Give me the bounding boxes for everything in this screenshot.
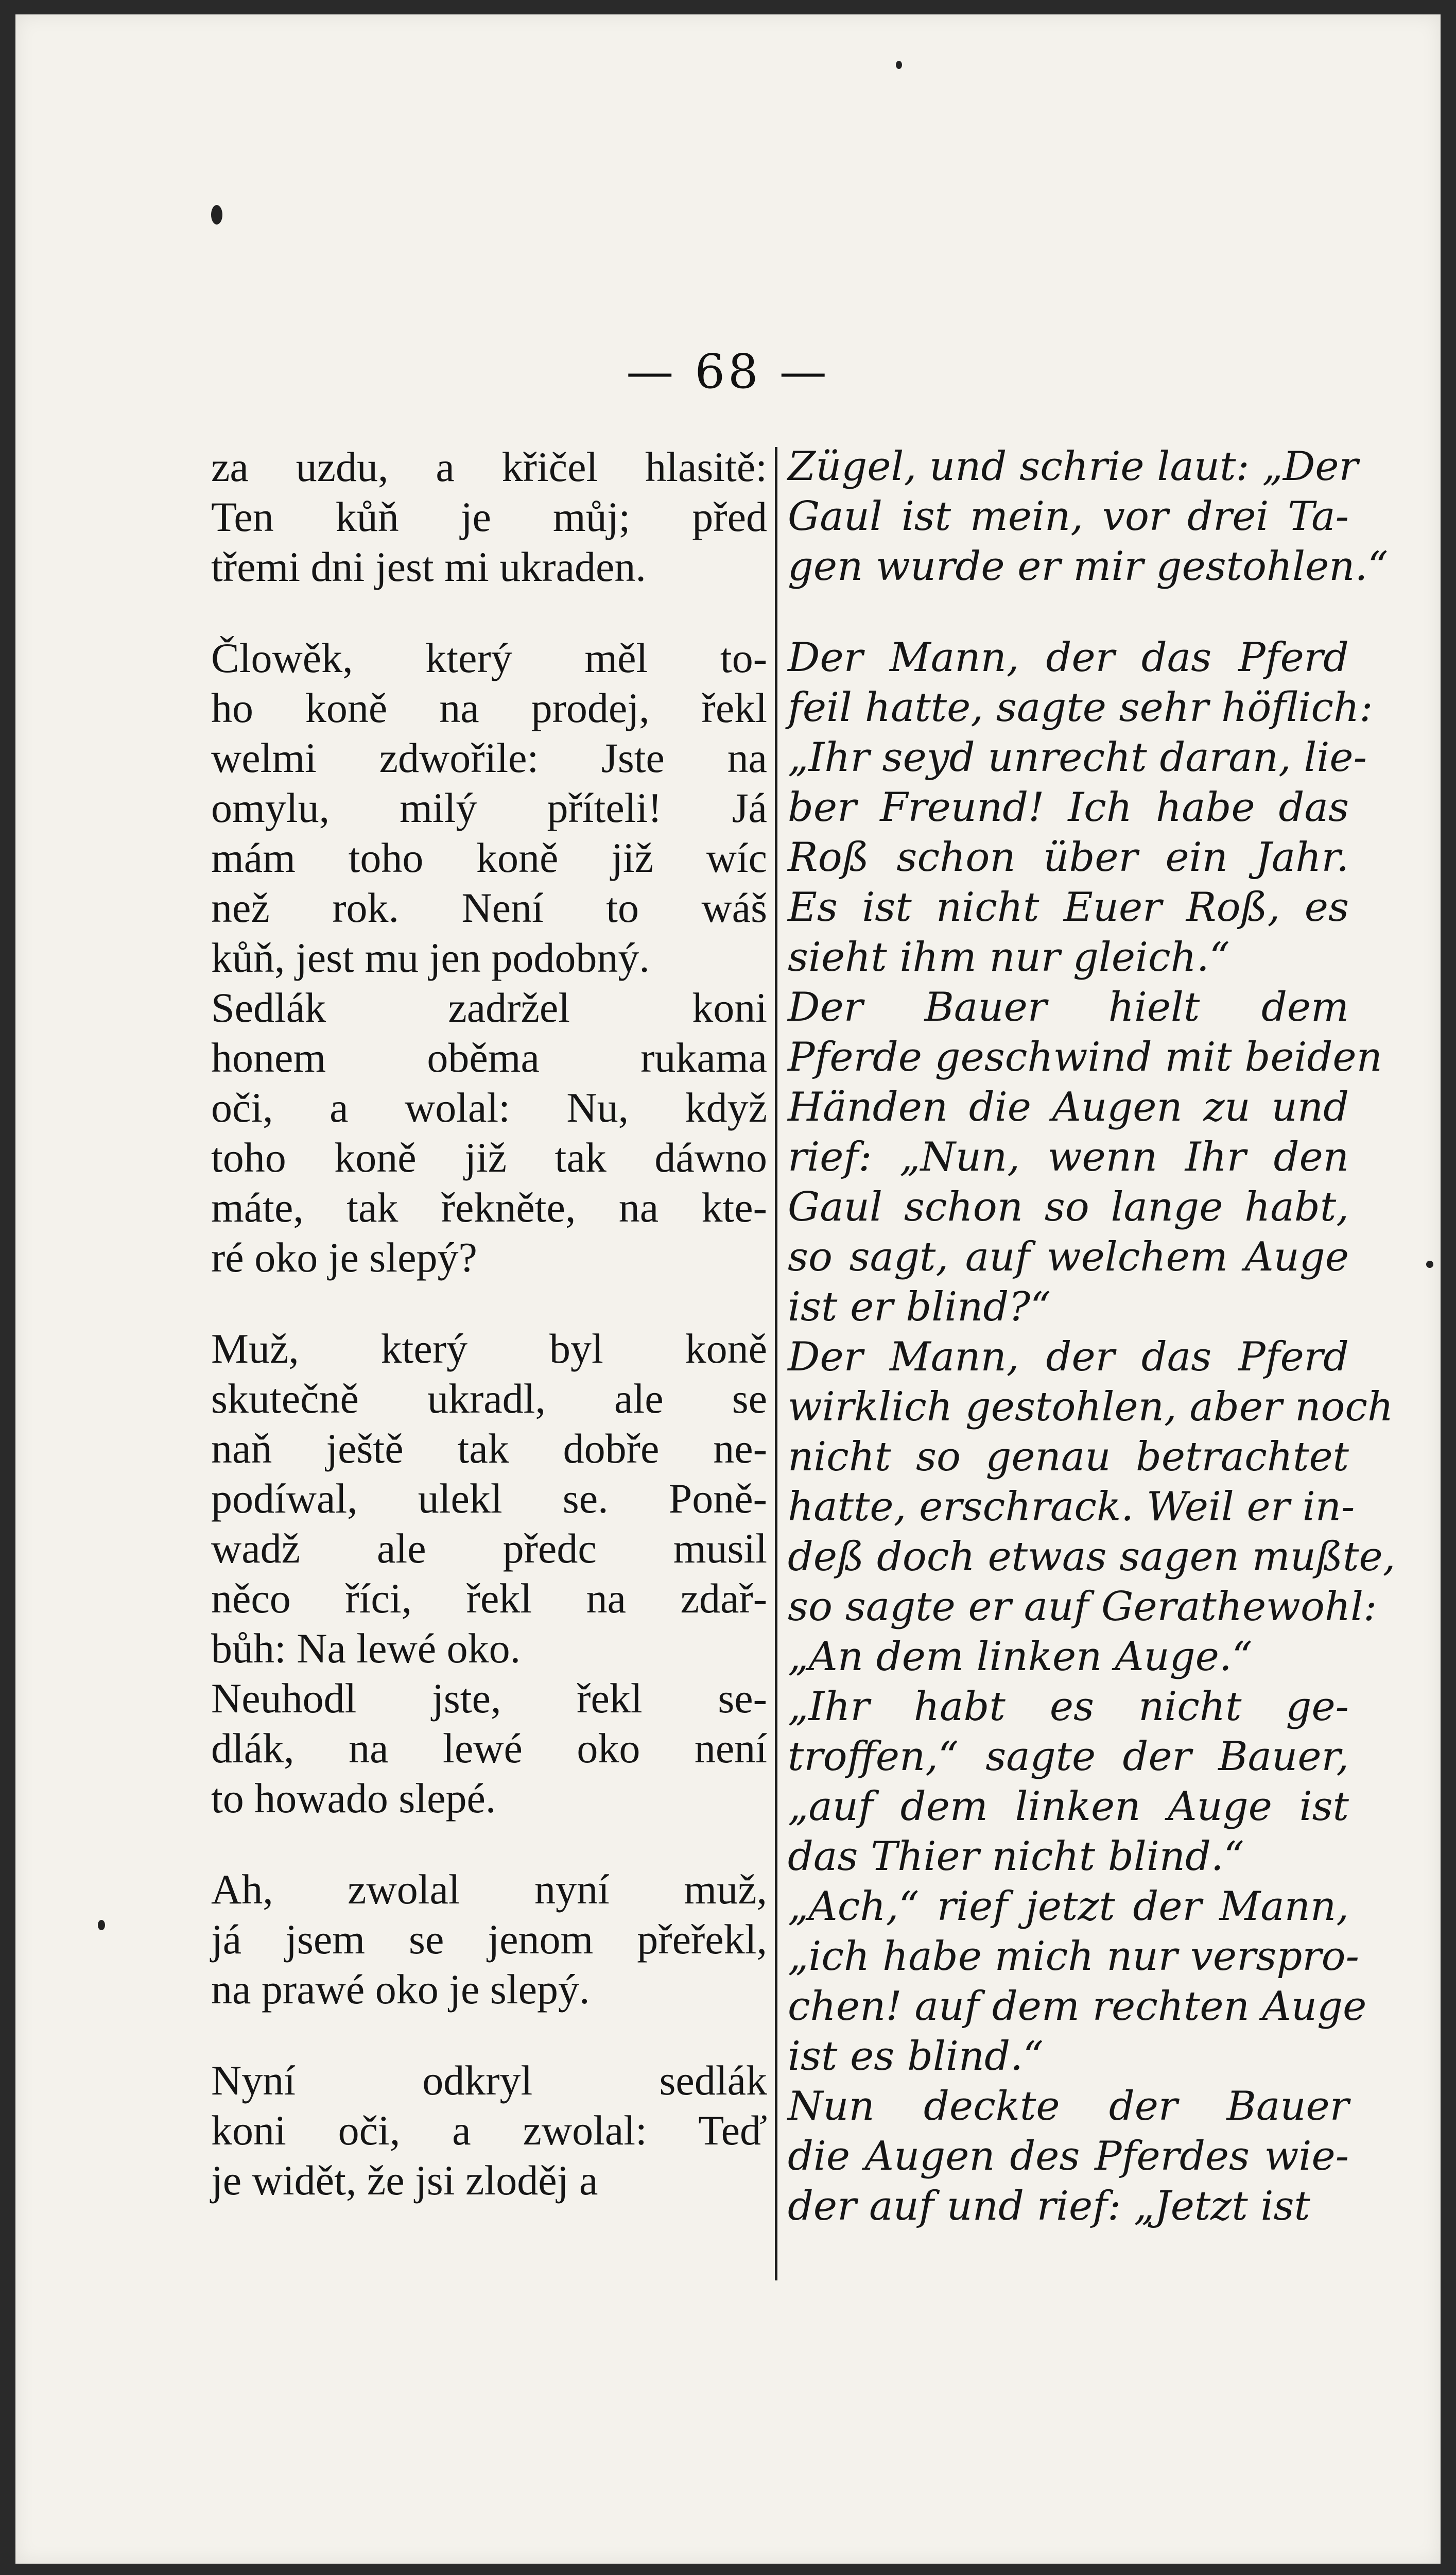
czech-text-line: máte, tak řekněte, na kte- [211, 1184, 767, 1231]
czech-text-line: koni oči, a zwolal: Teď [211, 2107, 767, 2154]
czech-text-line: oči, a wolal: Nu, když [211, 1084, 767, 1131]
german-text-line: Gaul schon so lange habt, [788, 1184, 1349, 1230]
czech-text-line: než rok. Není to wáš [211, 884, 767, 931]
german-text-line: „An dem linken Auge.“ [788, 1634, 1253, 1680]
czech-text-line: skutečně ukradl, ale se [211, 1375, 767, 1422]
german-text-line: Der Mann, der das Pferd [788, 634, 1349, 681]
paragraph-gap [211, 2014, 767, 2055]
german-text-line: so sagt, auf welchem Auge [788, 1234, 1349, 1280]
german-text-line: hatte, erschrack. Weil er in- [788, 1484, 1355, 1530]
paragraph-gap [211, 592, 767, 633]
german-text-line: „Ihr habt es nicht ge- [788, 1684, 1349, 1730]
ink-speck [896, 61, 902, 69]
german-text-line: Pferde geschwind mit beiden [788, 1034, 1382, 1080]
czech-text-line: Neuhodl jste, řekl se- [211, 1675, 767, 1722]
german-text-line: die Augen des Pferdes wie- [788, 2133, 1349, 2179]
czech-text-line: ho koně na prodej, řekl [211, 684, 767, 731]
czech-text-line: na prawé oko je slepý. [211, 1966, 590, 2013]
german-column [788, 442, 1396, 2231]
german-text-line: Händen die Augen zu und [788, 1084, 1349, 1130]
german-paragraph [788, 633, 1373, 983]
german-paragraph [788, 1682, 1349, 1882]
column-divider [775, 447, 777, 2280]
german-text-line: Nun deckte der Bauer [788, 2083, 1349, 2130]
german-text-line: Roß schon über ein Jahr. [788, 834, 1349, 881]
german-text-line: ist er blind?“ [788, 1284, 1051, 1330]
czech-text-line: honem oběma rukama [211, 1034, 767, 1081]
paragraph-gap [211, 1823, 767, 1864]
german-text-line: feil hatte, sagte sehr höflich: [788, 684, 1373, 731]
czech-paragraph [211, 1864, 767, 2014]
german-text-line: so sagte er auf Gerathewohl: [788, 1584, 1377, 1630]
czech-text-line: welmi zdwořile: Jste na [211, 734, 767, 781]
paragraph-gap [211, 1282, 767, 1324]
czech-text-line: dlák, na lewé oko není [211, 1725, 767, 1772]
book-page [15, 14, 1441, 2564]
czech-text-line: třemi dni jest mi ukraden. [211, 543, 646, 590]
czech-text-line: Ah, zwolal nyní muž, [211, 1866, 767, 1913]
german-text-line: wirklich gestohlen, aber noch [788, 1384, 1394, 1430]
czech-column [211, 442, 767, 2205]
paragraph-gap [788, 592, 1349, 633]
german-text-line: ist es blind.“ [788, 2033, 1044, 2080]
german-text-line: Es ist nicht Euer Roß, es [788, 884, 1349, 931]
german-text-line: der auf und rief: „Jetzt ist [788, 2183, 1310, 2229]
czech-text-line: ré oko je slepý? [211, 1234, 477, 1281]
german-text-line: „ich habe mich nur verspro- [788, 1933, 1359, 1980]
page-number: — 68 — [626, 344, 830, 399]
german-text-line: „Ihr seyd unrecht daran, lie- [788, 734, 1367, 781]
german-paragraph [788, 2082, 1349, 2231]
german-text-line: Zügel, und schrie laut: „Der [788, 443, 1358, 490]
czech-text-line: mám toho koně již wíc [211, 834, 767, 881]
german-paragraph [788, 983, 1382, 1332]
german-text-line: ber Freund! Ich habe das [788, 784, 1349, 831]
czech-text-line: Člowěk, který měl to- [211, 634, 767, 681]
german-text-line: Der Bauer hielt dem [788, 984, 1349, 1031]
german-text-line: „Ach,“ rief jetzt der Mann, [788, 1883, 1349, 1930]
czech-paragraph [211, 1324, 767, 1673]
czech-text-line: to howado slepé. [211, 1775, 496, 1822]
czech-text-line: já jsem se jenom přeřekl, [211, 1916, 767, 1963]
czech-text-line: toho koně již tak dáwno [211, 1134, 767, 1181]
czech-text-line: bůh: Na lewé oko. [211, 1625, 521, 1672]
german-text-line: Gaul ist mein, vor drei Ta- [788, 493, 1349, 540]
czech-text-line: Muž, který byl koně [211, 1325, 767, 1372]
german-text-line: rief: „Nun, wenn Ihr den [788, 1134, 1349, 1180]
german-text-line: Der Mann, der das Pferd [788, 1334, 1349, 1380]
german-paragraph [788, 1332, 1396, 1682]
czech-text-line: za uzdu, a křičel hlasitě: [211, 443, 767, 490]
czech-paragraph [211, 2055, 767, 2205]
german-text-line: das Thier nicht blind.“ [788, 1833, 1244, 1880]
czech-paragraph [211, 1673, 767, 1823]
czech-text-line: wadž ale předc musil [211, 1525, 767, 1572]
czech-text-line: naň ještě tak dobře ne- [211, 1425, 767, 1472]
ink-speck [1426, 1261, 1433, 1268]
german-text-line: „auf dem linken Auge ist [788, 1783, 1349, 1830]
czech-paragraph [211, 983, 767, 1282]
czech-text-line: kůň, jest mu jen podobný. [211, 934, 650, 981]
czech-text-line: Sedlák zadržel koni [211, 984, 767, 1031]
czech-text-line: něco říci, řekl na zdař- [211, 1575, 767, 1622]
czech-text-line: je widět, že jsi zloděj a [211, 2157, 598, 2204]
german-text-line: deß doch etwas sagen mußte, [788, 1534, 1396, 1580]
czech-paragraph [211, 633, 767, 983]
german-text-line: gen wurde er mir gestohlen.“ [788, 543, 1389, 590]
german-paragraph [788, 1882, 1367, 2082]
czech-text-line: omylu, milý příteli! Já [211, 784, 767, 831]
german-text-line: nicht so genau betrachtet [788, 1434, 1349, 1480]
czech-paragraph [211, 442, 767, 592]
german-text-line: sieht ihm nur gleich.“ [788, 934, 1230, 981]
ink-speck [98, 1920, 105, 1930]
german-text-line: troffen,“ sagte der Bauer, [788, 1733, 1349, 1780]
german-paragraph [788, 442, 1389, 592]
czech-text-line: podíwal, ulekl se. Poně- [211, 1475, 767, 1522]
german-text-line: chen! auf dem rechten Auge [788, 1983, 1367, 2030]
czech-text-line: Nyní odkryl sedlák [211, 2057, 767, 2104]
czech-text-line: Ten kůň je můj; před [211, 493, 767, 540]
ink-speck [211, 205, 222, 225]
